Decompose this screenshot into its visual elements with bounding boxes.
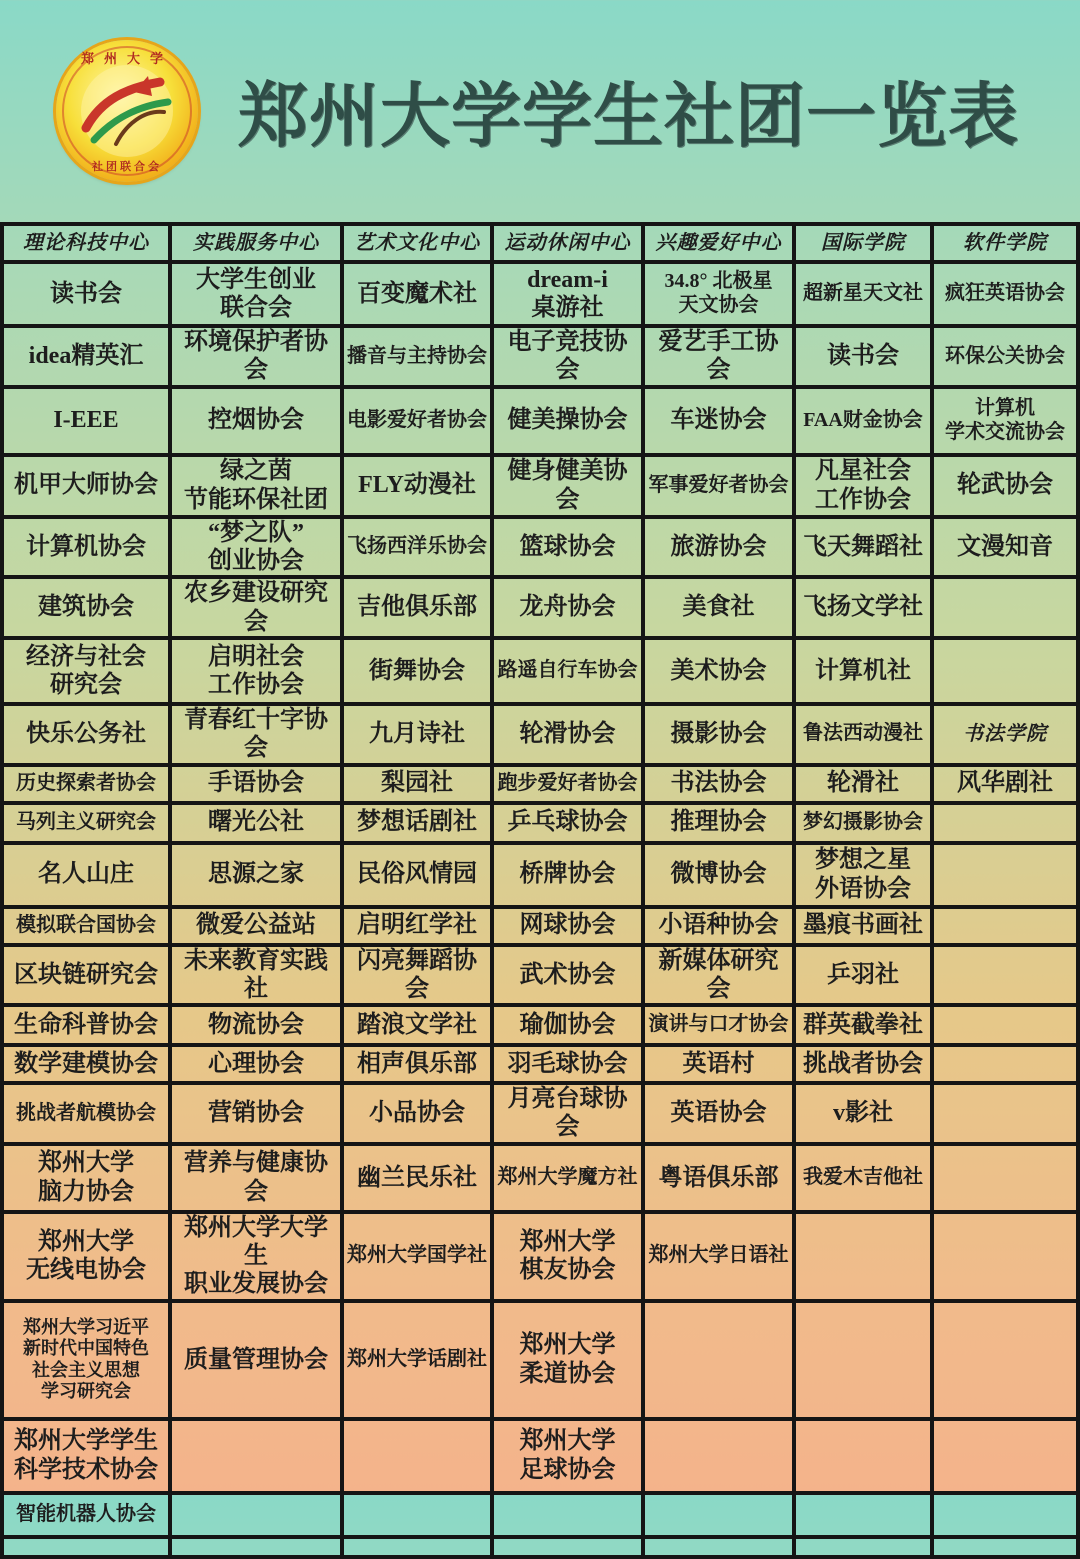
club-cell: 控烟协会 (172, 389, 344, 457)
club-cell: 挑战者航模协会 (0, 1085, 172, 1146)
club-cell (934, 1495, 1080, 1539)
column-header: 国际学院 (796, 226, 934, 264)
table-row (0, 457, 1080, 519)
club-cell: FAA财金协会 (796, 389, 934, 457)
club-cell (934, 1303, 1080, 1421)
club-cell (934, 1007, 1080, 1047)
club-cell: 马列主义研究会 (0, 805, 172, 845)
club-cell: 模拟联合国协会 (0, 909, 172, 947)
table-body (0, 264, 1080, 1559)
table-row (0, 706, 1080, 767)
club-cell: 梨园社 (344, 767, 494, 805)
club-cell (934, 947, 1080, 1008)
club-cell: 民俗风情园 (344, 845, 494, 909)
club-cell: 微爱公益站 (172, 909, 344, 947)
club-cell (934, 579, 1080, 640)
club-cell: 群英截拳社 (796, 1007, 934, 1047)
club-cell (934, 845, 1080, 909)
table-row (0, 640, 1080, 706)
table-row (0, 389, 1080, 457)
column-header: 兴趣爱好中心 (645, 226, 796, 264)
table-row (0, 947, 1080, 1008)
club-cell: 文漫知音 (934, 519, 1080, 580)
club-cell: 营销协会 (172, 1085, 344, 1146)
club-cell (934, 1085, 1080, 1146)
column-header: 艺术文化中心 (344, 226, 494, 264)
table-row (0, 1214, 1080, 1303)
club-cell: 墨痕书画社 (796, 909, 934, 947)
club-cell: 郑州大学国学社 (344, 1214, 494, 1303)
table-row (0, 1539, 1080, 1559)
club-cell: 凡星社会 工作协会 (796, 457, 934, 519)
club-cell: 郑州大学话剧社 (344, 1303, 494, 1421)
club-cell: 计算机社 (796, 640, 934, 706)
club-cell: 建筑协会 (0, 579, 172, 640)
club-cell (796, 1495, 934, 1539)
club-cell: 环保公关协会 (934, 328, 1080, 389)
club-cell: 乒乓球协会 (494, 805, 645, 845)
club-cell (645, 1539, 796, 1559)
club-cell: 郑州大学 足球协会 (494, 1421, 645, 1495)
club-cell: 启明红学社 (344, 909, 494, 947)
club-cell: 超新星天文社 (796, 264, 934, 328)
club-cell: 环境保护者协会 (172, 328, 344, 389)
club-cell (172, 1539, 344, 1559)
club-cell: 九月诗社 (344, 706, 494, 767)
table-row (0, 845, 1080, 909)
table-row (0, 909, 1080, 947)
club-cell: 大学生创业 联合会 (172, 264, 344, 328)
club-cell: 风华剧社 (934, 767, 1080, 805)
club-cell: 郑州大学魔方社 (494, 1146, 645, 1214)
table-row (0, 1047, 1080, 1085)
club-cell: 美食社 (645, 579, 796, 640)
logo-ring-text-bottom: 社团联合会 (92, 160, 162, 173)
club-cell: 跑步爱好者协会 (494, 767, 645, 805)
club-cell (0, 1539, 172, 1559)
table-row (0, 1146, 1080, 1214)
club-cell: 我爱木吉他社 (796, 1146, 934, 1214)
club-cell (934, 1539, 1080, 1559)
club-federation-logo (56, 40, 198, 182)
page-title: 郑州大学学生社团一览表 (238, 75, 1019, 157)
club-cell: 健身健美协会 (494, 457, 645, 519)
table-row (0, 328, 1080, 389)
club-cell: 电影爱好者协会 (344, 389, 494, 457)
club-cell: 瑜伽协会 (494, 1007, 645, 1047)
club-cell: 物流协会 (172, 1007, 344, 1047)
club-cell: 梦想话剧社 (344, 805, 494, 845)
club-cell: 微博协会 (645, 845, 796, 909)
club-cell: 书法学院 (934, 706, 1080, 767)
club-cell: 名人山庄 (0, 845, 172, 909)
club-cell: 粤语俱乐部 (645, 1146, 796, 1214)
club-cell: 旅游协会 (645, 519, 796, 580)
club-cell: 思源之家 (172, 845, 344, 909)
logo-ring-text-top: 郑州大学 (80, 52, 173, 67)
club-cell (934, 1421, 1080, 1495)
club-cell: 郑州大学 脑力协会 (0, 1146, 172, 1214)
club-cell: 篮球协会 (494, 519, 645, 580)
club-cell: 快乐公务社 (0, 706, 172, 767)
club-cell: 计算机 学术交流协会 (934, 389, 1080, 457)
club-cell (172, 1421, 344, 1495)
club-cell: 军事爱好者协会 (645, 457, 796, 519)
column-header: 理论科技中心 (0, 226, 172, 264)
club-cell: 农乡建设研究会 (172, 579, 344, 640)
club-cell: 书法协会 (645, 767, 796, 805)
club-cell (934, 1146, 1080, 1214)
club-cell: 武术协会 (494, 947, 645, 1008)
club-cell: idea精英汇 (0, 328, 172, 389)
club-cell: 幽兰民乐社 (344, 1146, 494, 1214)
club-table (0, 222, 1080, 1559)
club-cell: 读书会 (0, 264, 172, 328)
club-cell: 小品协会 (344, 1085, 494, 1146)
club-cell: 读书会 (796, 328, 934, 389)
column-header: 实践服务中心 (172, 226, 344, 264)
club-cell (796, 1303, 934, 1421)
club-cell: 飞天舞蹈社 (796, 519, 934, 580)
club-cell: 踏浪文学社 (344, 1007, 494, 1047)
club-cell: 曙光公社 (172, 805, 344, 845)
club-cell: 智能机器人协会 (0, 1495, 172, 1539)
table-row (0, 1007, 1080, 1047)
club-cell: 电子竞技协会 (494, 328, 645, 389)
club-cell (796, 1539, 934, 1559)
club-cell: 机甲大师协会 (0, 457, 172, 519)
club-cell: I-EEE (0, 389, 172, 457)
table-row (0, 264, 1080, 328)
club-cell: 启明社会 工作协会 (172, 640, 344, 706)
club-cell: 桥牌协会 (494, 845, 645, 909)
club-cell: 郑州大学 棋友协会 (494, 1214, 645, 1303)
table-row (0, 1495, 1080, 1539)
club-cell: 绿之茵 节能环保社团 (172, 457, 344, 519)
club-cell (934, 1214, 1080, 1303)
table-row (0, 1421, 1080, 1495)
club-cell: 数学建模协会 (0, 1047, 172, 1085)
club-cell (344, 1539, 494, 1559)
club-cell: 网球协会 (494, 909, 645, 947)
club-cell: 挑战者协会 (796, 1047, 934, 1085)
club-cell: 郑州大学 柔道协会 (494, 1303, 645, 1421)
club-cell: 郑州大学学生 科学技术协会 (0, 1421, 172, 1495)
club-cell: 手语协会 (172, 767, 344, 805)
club-cell: 心理协会 (172, 1047, 344, 1085)
club-cell: 吉他俱乐部 (344, 579, 494, 640)
club-cell: 百变魔术社 (344, 264, 494, 328)
table-row (0, 767, 1080, 805)
club-cell: 羽毛球协会 (494, 1047, 645, 1085)
club-cell: 飞扬文学社 (796, 579, 934, 640)
table-row (0, 1303, 1080, 1421)
club-cell: 爱艺手工协会 (645, 328, 796, 389)
club-cell: 轮滑协会 (494, 706, 645, 767)
table-row (0, 579, 1080, 640)
club-cell: 轮武协会 (934, 457, 1080, 519)
club-cell: v影社 (796, 1085, 934, 1146)
club-cell: 疯狂英语协会 (934, 264, 1080, 328)
club-cell (494, 1539, 645, 1559)
club-cell: 乒羽社 (796, 947, 934, 1008)
club-cell: 生命科普协会 (0, 1007, 172, 1047)
club-cell (344, 1495, 494, 1539)
club-cell: 梦想之星 外语协会 (796, 845, 934, 909)
club-cell: 经济与社会 研究会 (0, 640, 172, 706)
table-header-row (0, 226, 1080, 264)
club-cell: FLY动漫社 (344, 457, 494, 519)
club-cell (344, 1421, 494, 1495)
club-cell: 街舞协会 (344, 640, 494, 706)
club-cell: 英语协会 (645, 1085, 796, 1146)
column-header: 运动休闲中心 (494, 226, 645, 264)
club-cell (934, 909, 1080, 947)
table-row (0, 1085, 1080, 1146)
club-cell: 播音与主持协会 (344, 328, 494, 389)
club-cell (934, 640, 1080, 706)
club-cell (796, 1421, 934, 1495)
club-cell: 区块链研究会 (0, 947, 172, 1008)
club-cell: 青春红十字协会 (172, 706, 344, 767)
club-cell: 相声俱乐部 (344, 1047, 494, 1085)
club-cell (934, 1047, 1080, 1085)
club-cell: 郑州大学日语社 (645, 1214, 796, 1303)
table-row (0, 805, 1080, 845)
club-cell (645, 1303, 796, 1421)
club-cell: 推理协会 (645, 805, 796, 845)
club-cell: 郑州大学大学生 职业发展协会 (172, 1214, 344, 1303)
club-cell (172, 1495, 344, 1539)
club-cell: 梦幻摄影协会 (796, 805, 934, 845)
club-cell: 鲁法西动漫社 (796, 706, 934, 767)
club-cell: 龙舟协会 (494, 579, 645, 640)
club-cell: 营养与健康协会 (172, 1146, 344, 1214)
club-cell (645, 1421, 796, 1495)
club-cell: 郑州大学习近平 新时代中国特色 社会主义思想 学习研究会 (0, 1303, 172, 1421)
table-row (0, 519, 1080, 580)
club-cell: 闪亮舞蹈协会 (344, 947, 494, 1008)
club-cell (645, 1495, 796, 1539)
column-header: 软件学院 (934, 226, 1080, 264)
club-cell: 小语种协会 (645, 909, 796, 947)
club-cell: 健美操协会 (494, 389, 645, 457)
club-cell (934, 805, 1080, 845)
club-cell: 路遥自行车协会 (494, 640, 645, 706)
club-cell: 飞扬西洋乐协会 (344, 519, 494, 580)
header (0, 0, 1080, 218)
club-cell: 计算机协会 (0, 519, 172, 580)
club-cell: 轮滑社 (796, 767, 934, 805)
club-cell: 摄影协会 (645, 706, 796, 767)
club-cell: 演讲与口才协会 (645, 1007, 796, 1047)
club-cell: 质量管理协会 (172, 1303, 344, 1421)
club-cell: 英语村 (645, 1047, 796, 1085)
club-cell: 车迷协会 (645, 389, 796, 457)
club-cell: 未来教育实践社 (172, 947, 344, 1008)
club-cell: 月亮台球协会 (494, 1085, 645, 1146)
club-cell: 新媒体研究会 (645, 947, 796, 1008)
club-cell (494, 1495, 645, 1539)
club-cell: 美术协会 (645, 640, 796, 706)
club-cell: 历史探索者协会 (0, 767, 172, 805)
club-cell: “梦之队” 创业协会 (172, 519, 344, 580)
club-cell: 郑州大学 无线电协会 (0, 1214, 172, 1303)
club-cell: dream-i 桌游社 (494, 264, 645, 328)
club-cell (796, 1214, 934, 1303)
club-cell: 34.8° 北极星 天文协会 (645, 264, 796, 328)
